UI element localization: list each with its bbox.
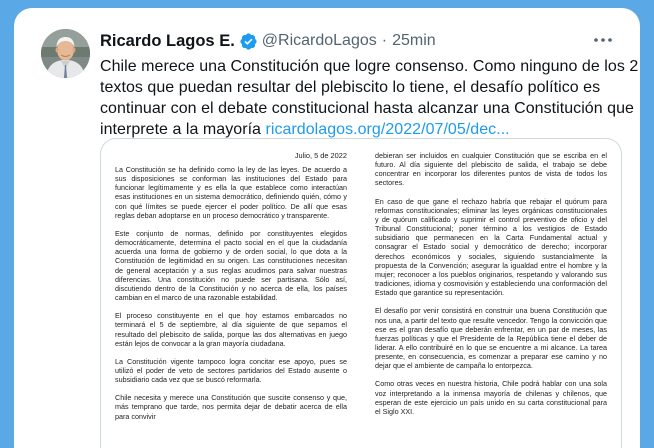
document-paragraph: La Constitución vigente tampoco logra concitar ese apoyo, pues se utilizó el poder de veto de sectores partidarios del Estado ausente o subsidiario cada vez que se buscó reformarla. [115,356,347,385]
document-paragraph: Como otras veces en nuestra historia, Chile podrá hablar con una sola voz interpretando a la inmensa mayoría de chilenas y chilenos, que esperan de este ejercicio un país unido en su carta constitucional para el Siglo XXI. [375,379,607,416]
tweet-text [100,56,639,140]
document-right-column [375,151,607,425]
verified-badge-icon [239,32,258,51]
tweet-text-fragment: interprete a la mayoría [100,121,266,138]
profile-photo [41,29,90,78]
document-page [115,151,609,448]
document-paragraph: El desafío por venir consistirá en construir una buena Constitución que nos una, a partir del texto que resulte vencedor. Tengo la convicción que ese es el gran desafío que deberán enfrentar, en un par de meses, las fuerzas políticas y que el Presidente de la República tiene el deber de liderar. A ello contribuiré en lo que se encuentre a mi alcance. La tarea presente, en consecuencia, es comenzar a preparar ese camino y no dejar que el ambiente de campaña lo entorpezca. [375,306,607,371]
tweet-text-line [100,119,622,140]
timestamp[interactable]: 25min [392,32,436,49]
tweet-text-line: Chile merece una Constitución que logre consenso. Como ninguno de los 2 [100,58,639,75]
document-paragraph: Este conjunto de normas, definido por constituyentes elegidos democráticamente, determina el pacto social en el que la ciudadanía acuerda una forma de gobierno y de orden social, lo que dota a la Constitución de legitimidad en su origen. Las constituciones necesitan de general aceptación y a sus reglas acudimos para salvar nuestras diferencias. Una constitución no puede ser partisana. Sólo así, discutiendo dentro de la Constitución y no acerca de ella, los países cambian en el marco de una razonable estabilidad. [115,228,347,303]
more-options-icon[interactable] [590,30,616,50]
tweet-header [100,30,436,52]
attached-document-image[interactable] [100,138,622,448]
document-paragraph: Chile necesita y merece una Constitución que suscite consenso y que, más temprano que tarde, nos permita dejar de debatir acerca de ella para convivir [115,393,347,421]
tweet-text-line: continuar con el debate constitucional hasta alcanzar una Constitución que [100,100,634,117]
tweet-card[interactable] [14,8,640,448]
author-name[interactable]: Ricardo Lagos E. [100,31,235,50]
article-link[interactable]: ricardolagos.org/2022/07/05/dec... [265,121,510,138]
document-paragraph: La Constitución se ha definido como la ley de las leyes. De acuerdo a sus disposiciones se conforman las instituciones del Estado para funcionar legítimamente y es ella la que establece como interactúan esas instituciones en un sistema democrático, definiendo quién, cómo y con qué límites se puede ejercer el poder político. De allí que esas reglas deban adoptarse en un proceso democrático y transparente. [115,165,347,220]
document-paragraph: En caso de que gane el rechazo habría que rebajar el quórum para reformas constitucionales; eliminar las leyes orgánicas constitucionales y de quórum calificado y suprimir el control preventivo de oficio y del Tribunal Constitucional; poner término a los vestigios de Estado subsidiario que permanecen en la Carta Fundamental actual y consagrar el Estado social y democrático de derecho; incorporar derechos económicos y sociales, siguiendo sustancialmente la propuesta de la Convención; asegurar la igualdad entre el hombre y la mujer; reconocer a los pueblos originarios, respetando y valorando sus tradiciones, idioma y cosmovisión y estableciendo una conformación del Estado que garantice su representación. [375,196,607,298]
document-paragraph: El proceso constituyente en el que hoy estamos embarcados no terminará el 5 de septiembre, al día siguiente de que sepamos el resultado del plebiscito de salida, porque las dos alternativas en juego están lejos de convocar a la gran mayoría ciudadana. [115,311,347,348]
document-left-column [115,151,347,430]
tweet-text-line: textos que puedan resultar del plebiscito lo tiene, el desafío político es [100,79,601,96]
author-handle[interactable]: @RicardoLagos [261,32,377,49]
separator-dot: · [381,32,388,49]
document-paragraph: debieran ser incluidos en cualquier Constitución que se escriba en el futuro. Al día siguiente del plebiscito de salida, el trabajo se debe concentrar en incorporar los diferentes puntos de vista de todos los sectores. [375,151,607,188]
document-date: Julio, 5 de 2022 [294,151,347,160]
avatar[interactable] [41,29,90,78]
